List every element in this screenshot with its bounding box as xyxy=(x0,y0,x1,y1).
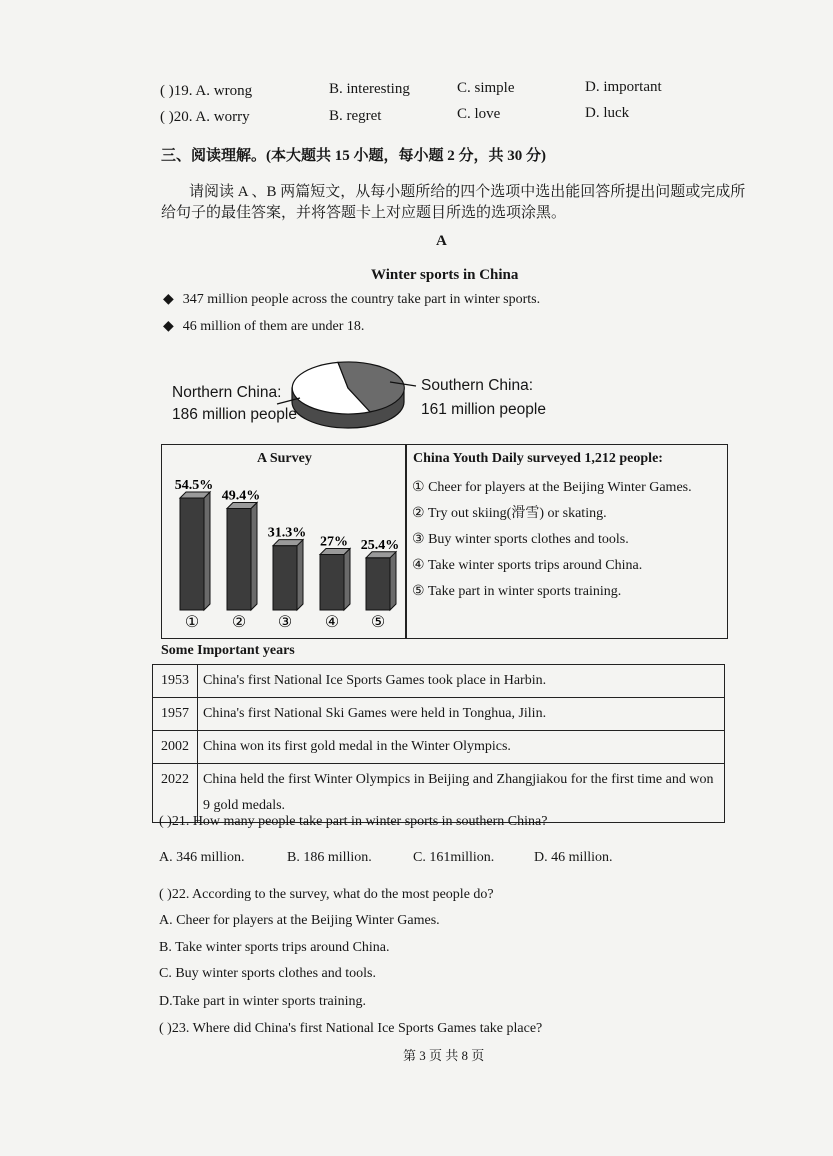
survey-item-5 xyxy=(412,579,692,605)
bar-front xyxy=(366,558,390,610)
survey-item-4 xyxy=(412,553,692,579)
survey-bar xyxy=(273,540,303,610)
survey-item-marker: ③ xyxy=(412,532,425,547)
survey-bar-chart xyxy=(162,473,405,638)
q22-option-b: B. Take winter sports trips around China. xyxy=(159,940,390,955)
bar-data-label: 27% xyxy=(320,534,348,550)
years-table xyxy=(152,664,725,823)
event-cell: China held the first Winter Olympics in Beijing and Zhangjiakou for the first time and won 9 gold medals. xyxy=(198,764,725,823)
bar-front xyxy=(273,546,297,610)
q19-stem: ( )19. A. wrong xyxy=(160,83,253,99)
page-footer: 第 3 页 共 8 页 xyxy=(403,1048,485,1063)
q23-stem: ( )23. Where did China's first National Ice Sports Games take place? xyxy=(159,1021,543,1036)
bar-data-label: 31.3% xyxy=(267,525,307,541)
pie-label-southern-2: 161 million people xyxy=(421,401,546,418)
table-row xyxy=(153,665,725,698)
bullet-text-2: 46 million of them are under 18. xyxy=(182,319,365,334)
q22-stem: ( )22. According to the survey, what do the most people do? xyxy=(159,887,494,902)
pie-label-northern xyxy=(172,382,297,426)
q19-option-d: D. important xyxy=(585,79,662,95)
event-cell: China's first National Ice Sports Games took place in Harbin. xyxy=(198,665,725,698)
survey-item-text: Buy winter sports clothes and tools. xyxy=(428,532,629,547)
q21-option-a: A. 346 million. xyxy=(159,850,245,865)
bar-category-label: ① xyxy=(184,614,200,631)
instruction-line-1: 请阅读 A 、B 两篇短文，从每小题所给的四个选项中选出能回答所提出问题或完成所 xyxy=(189,184,746,200)
survey-title: A Survey xyxy=(257,451,312,466)
survey-divider xyxy=(405,445,407,638)
survey-item-marker: ① xyxy=(412,480,425,495)
q22-option-c: C. Buy winter sports clothes and tools. xyxy=(159,966,376,981)
pie-label-northern-2: 186 million people xyxy=(172,406,297,423)
survey-bar xyxy=(180,492,210,610)
survey-item-text: Take part in winter sports training. xyxy=(427,584,622,599)
pie-label-southern xyxy=(421,374,546,422)
bullet-item-1 xyxy=(163,291,540,308)
survey-item-marker: ② xyxy=(412,506,425,521)
bar-category-label: ② xyxy=(231,614,247,631)
bar-data-label: 54.5% xyxy=(174,478,214,493)
passage-title: Winter sports in China xyxy=(371,267,519,283)
bar-category-label: ⑤ xyxy=(370,614,386,631)
years-heading: Some Important years xyxy=(161,643,295,658)
year-cell: 1953 xyxy=(153,665,198,698)
survey-bar xyxy=(227,502,257,610)
survey-item-text: Try out skiing(滑雪) or skating. xyxy=(427,506,607,521)
table-row xyxy=(153,698,725,731)
bar-front xyxy=(180,498,204,610)
q20-option-b: B. regret xyxy=(329,108,382,124)
survey-item-text: Take winter sports trips around China. xyxy=(427,558,643,573)
bar-side xyxy=(251,502,257,610)
q20-option-c: C. love xyxy=(457,106,501,122)
q21-option-c: C. 161million. xyxy=(413,850,495,865)
bar-category-label: ③ xyxy=(277,614,293,631)
survey-item-list xyxy=(412,475,692,605)
survey-item-3 xyxy=(412,527,692,553)
survey-bar xyxy=(366,552,396,610)
q19-option-c: C. simple xyxy=(457,80,515,96)
survey-item-text: Cheer for players at the Beijing Winter Games. xyxy=(428,480,692,495)
bar-data-label: 25.4% xyxy=(360,537,400,553)
bar-side xyxy=(344,549,350,610)
year-cell: 2022 xyxy=(153,764,198,823)
bullet-text-1: 347 million people across the country take part in winter sports. xyxy=(182,292,541,307)
bar-data-label: 49.4% xyxy=(221,488,261,504)
survey-right-title: China Youth Daily surveyed 1,212 people: xyxy=(413,451,663,466)
survey-item-marker: ④ xyxy=(412,558,425,573)
bar-side xyxy=(297,540,303,610)
bullet-item-2 xyxy=(163,318,364,335)
pie-label-southern-1: Southern China: xyxy=(421,377,534,394)
table-row xyxy=(153,731,725,764)
q20-option-d: D. luck xyxy=(585,105,630,121)
survey-box xyxy=(161,444,728,639)
q21-stem: ( )21. How many people take part in winter sports in southern China? xyxy=(159,814,548,829)
bar-front xyxy=(320,555,344,610)
diamond-bullet-icon: ◆ xyxy=(163,319,174,334)
q21-option-d: D. 46 million. xyxy=(534,850,613,865)
q20-stem: ( )20. A. worry xyxy=(160,109,250,125)
q21-option-b: B. 186 million. xyxy=(287,850,372,865)
q19-option-b: B. interesting xyxy=(329,81,410,97)
year-cell: 2002 xyxy=(153,731,198,764)
diamond-bullet-icon: ◆ xyxy=(163,292,174,307)
event-cell: China's first National Ski Games were held in Tonghua, Jilin. xyxy=(198,698,725,731)
bar-category-label: ④ xyxy=(324,614,340,631)
year-cell: 1957 xyxy=(153,698,198,731)
survey-item-marker: ⑤ xyxy=(412,584,425,599)
survey-bar xyxy=(320,549,350,610)
pie-label-northern-1: Northern China: xyxy=(172,384,282,401)
bar-side xyxy=(204,492,210,610)
passage-letter: A xyxy=(436,233,447,249)
survey-item-1 xyxy=(412,475,692,501)
survey-item-2 xyxy=(412,501,692,527)
q22-option-d: D.Take part in winter sports training. xyxy=(159,994,367,1009)
instruction-line-2: 给句子的最佳答案，并将答题卡上对应题目所选的选项涂黑。 xyxy=(161,205,567,221)
section-heading: 三、阅读理解。(本大题共 15 小题，每小题 2 分，共 30 分) xyxy=(161,148,546,164)
event-cell: China won its first gold medal in the Winter Olympics. xyxy=(198,731,725,764)
bar-side xyxy=(390,552,396,610)
bar-front xyxy=(227,508,251,610)
q22-option-a: A. Cheer for players at the Beijing Winter Games. xyxy=(159,913,440,928)
